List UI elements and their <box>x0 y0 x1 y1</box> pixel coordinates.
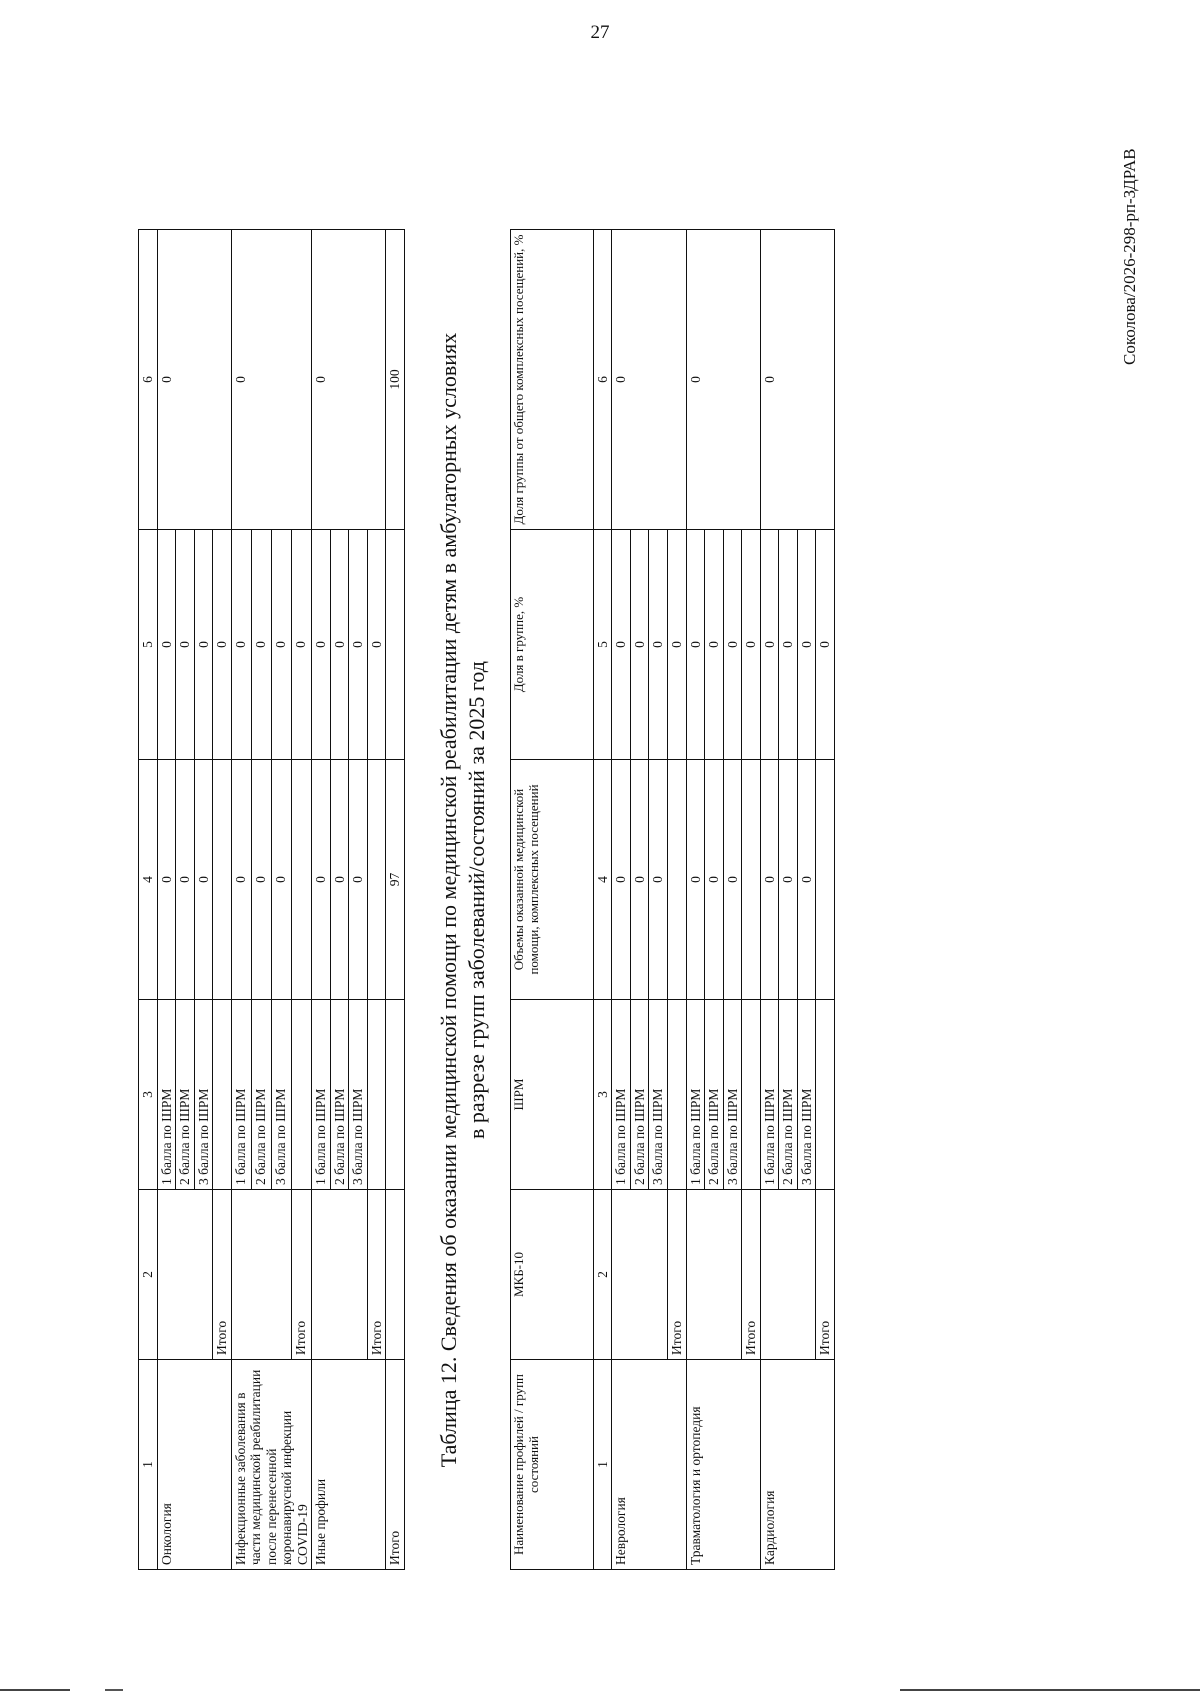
icd-cell <box>312 1190 368 1360</box>
empty-cell <box>292 1000 312 1190</box>
group-share-cell: 0 <box>630 530 649 760</box>
shrm-cell: 3 балла по ШРМ <box>723 1000 742 1190</box>
subtotal-share-cell: 0 <box>667 530 686 760</box>
col-number: 1 <box>593 1360 612 1570</box>
col-number: 1 <box>139 1360 158 1570</box>
group-name-cell: Инфекционные заболевания в части медицинской реабилитации после перенесенной коронавирусной инфекции COVID-19 <box>231 1360 312 1570</box>
volume-cell: 0 <box>157 760 176 1000</box>
shrm-cell: 1 балла по ШРМ <box>157 1000 176 1190</box>
col-number: 6 <box>139 230 158 530</box>
table-header-row <box>593 230 612 1570</box>
group-share-cell: 0 <box>723 530 742 760</box>
grand-total-share: 100 <box>386 230 405 530</box>
volume-cell: 0 <box>705 760 724 1000</box>
subtotal-share-cell: 0 <box>292 530 312 760</box>
group-share-cell: 0 <box>312 530 331 760</box>
volume-cell: 0 <box>330 760 349 1000</box>
group-share-cell: 0 <box>686 530 705 760</box>
group-share-cell: 0 <box>797 530 816 760</box>
empty-cell <box>386 1190 405 1360</box>
table-row <box>612 230 631 1570</box>
empty-cell <box>213 1000 232 1190</box>
empty-cell <box>816 1000 835 1190</box>
group-share-cell: 0 <box>705 530 724 760</box>
scan-speck <box>0 1689 70 1691</box>
icd-cell <box>157 1190 213 1360</box>
volume-cell: 0 <box>231 760 251 1000</box>
total-share-cell: 0 <box>231 230 312 530</box>
table-title-row <box>510 230 593 1570</box>
heading-line: Таблица 12. Сведения об оказании медицинской помощи по медицинской реабилитации детям в амбулаторных условиях <box>435 332 461 1468</box>
table-row <box>157 230 176 1570</box>
empty-cell <box>816 760 835 1000</box>
volume-cell: 0 <box>686 760 705 1000</box>
volume-cell: 0 <box>779 760 798 1000</box>
shrm-cell: 1 балла по ШРМ <box>612 1000 631 1190</box>
subtotal-label: Итого <box>667 1190 686 1360</box>
total-share-cell: 0 <box>612 230 686 530</box>
col-number: 3 <box>139 1000 158 1190</box>
table-12-heading <box>435 230 492 1570</box>
col-number: 2 <box>593 1190 612 1360</box>
group-share-cell: 0 <box>612 530 631 760</box>
group-name-cell: Неврология <box>612 1360 686 1570</box>
volume-cell: 0 <box>630 760 649 1000</box>
shrm-cell: 3 балла по ШРМ <box>271 1000 291 1190</box>
volume-cell: 0 <box>723 760 742 1000</box>
page-number: 27 <box>590 22 610 43</box>
grand-total-label: Итого <box>386 1360 405 1570</box>
group-share-cell: 0 <box>176 530 195 760</box>
subtotal-share-cell: 0 <box>367 530 386 760</box>
scan-speck <box>105 1689 123 1691</box>
rotated-page-content <box>138 230 1138 1570</box>
total-share-cell: 0 <box>157 230 231 530</box>
volume-cell: 0 <box>176 760 195 1000</box>
shrm-cell: 1 балла по ШРМ <box>231 1000 251 1190</box>
table-row <box>760 230 779 1570</box>
table-row <box>312 230 331 1570</box>
icd-cell <box>231 1190 291 1360</box>
group-share-cell: 0 <box>251 530 271 760</box>
table-12 <box>510 229 835 1570</box>
group-share-cell: 0 <box>349 530 368 760</box>
col-number: 2 <box>139 1190 158 1360</box>
grand-total-volume: 97 <box>386 760 405 1000</box>
group-name-cell: Кардиология <box>760 1360 834 1570</box>
subtotal-label: Итого <box>367 1190 386 1360</box>
column-title: Доля группы от общего комплексных посещений, % <box>510 230 593 530</box>
col-number: 5 <box>139 530 158 760</box>
table-row-grand-total <box>386 230 405 1570</box>
icd-cell <box>612 1190 668 1360</box>
col-number: 4 <box>139 760 158 1000</box>
document-reference: Соколова/2026-298-рп-ЗДРАВ <box>1120 148 1139 365</box>
empty-cell <box>213 760 232 1000</box>
shrm-cell: 3 балла по ШРМ <box>649 1000 668 1190</box>
subtotal-label: Итого <box>742 1190 761 1360</box>
group-share-cell: 0 <box>271 530 291 760</box>
scan-artifact <box>0 1688 1200 1692</box>
icd-cell <box>686 1190 742 1360</box>
empty-cell <box>367 760 386 1000</box>
shrm-cell: 1 балла по ШРМ <box>686 1000 705 1190</box>
subtotal-share-cell: 0 <box>742 530 761 760</box>
volume-cell: 0 <box>760 760 779 1000</box>
group-share-cell: 0 <box>330 530 349 760</box>
group-share-cell: 0 <box>157 530 176 760</box>
empty-cell <box>292 760 312 1000</box>
icd-cell <box>760 1190 816 1360</box>
empty-cell <box>742 1000 761 1190</box>
group-share-cell: 0 <box>760 530 779 760</box>
shrm-cell: 2 балла по ШРМ <box>330 1000 349 1190</box>
subtotal-label: Итого <box>213 1190 232 1360</box>
empty-cell <box>742 760 761 1000</box>
group-share-cell: 0 <box>649 530 668 760</box>
group-share-cell: 0 <box>194 530 213 760</box>
volume-cell: 0 <box>251 760 271 1000</box>
subtotal-share-cell: 0 <box>816 530 835 760</box>
shrm-cell: 2 балла по ШРМ <box>251 1000 271 1190</box>
volume-cell: 0 <box>349 760 368 1000</box>
column-title: ШРМ <box>510 1000 593 1190</box>
shrm-cell: 1 балла по ШРМ <box>312 1000 331 1190</box>
empty-cell <box>367 1000 386 1190</box>
col-number: 5 <box>593 530 612 760</box>
table-row <box>686 230 705 1570</box>
column-title: Доля в группе, % <box>510 530 593 760</box>
table-header-row <box>139 230 158 1570</box>
shrm-cell: 1 балла по ШРМ <box>760 1000 779 1190</box>
group-name-cell: Онкология <box>157 1360 231 1570</box>
group-name-cell: Травматология и ортопедия <box>686 1360 760 1570</box>
volume-cell: 0 <box>797 760 816 1000</box>
column-title: МКБ-10 <box>510 1190 593 1360</box>
col-number: 6 <box>593 230 612 530</box>
col-number: 3 <box>593 1000 612 1190</box>
volume-cell: 0 <box>649 760 668 1000</box>
column-title: Наименование профилей / групп состояний <box>510 1360 593 1570</box>
col-number: 4 <box>593 760 612 1000</box>
table-11-continuation <box>138 229 405 1570</box>
empty-cell <box>386 1000 405 1190</box>
empty-cell <box>667 1000 686 1190</box>
group-name-cell: Иные профили <box>312 1360 386 1570</box>
volume-cell: 0 <box>312 760 331 1000</box>
shrm-cell: 3 балла по ШРМ <box>194 1000 213 1190</box>
heading-line: в разрезе групп заболеваний/состояний за 2025 год <box>464 661 490 1139</box>
scan-speck <box>900 1689 1200 1691</box>
group-share-cell: 0 <box>779 530 798 760</box>
group-share-cell: 0 <box>231 530 251 760</box>
empty-cell <box>667 760 686 1000</box>
shrm-cell: 3 балла по ШРМ <box>797 1000 816 1190</box>
total-share-cell: 0 <box>312 230 386 530</box>
total-share-cell: 0 <box>686 230 760 530</box>
volume-cell: 0 <box>612 760 631 1000</box>
shrm-cell: 2 балла по ШРМ <box>705 1000 724 1190</box>
subtotal-share-cell: 0 <box>213 530 232 760</box>
subtotal-label: Итого <box>816 1190 835 1360</box>
shrm-cell: 2 балла по ШРМ <box>779 1000 798 1190</box>
empty-cell <box>386 530 405 760</box>
subtotal-label: Итого <box>292 1190 312 1360</box>
shrm-cell: 2 балла по ШРМ <box>176 1000 195 1190</box>
volume-cell: 0 <box>271 760 291 1000</box>
volume-cell: 0 <box>194 760 213 1000</box>
table-row <box>231 230 251 1570</box>
shrm-cell: 3 балла по ШРМ <box>349 1000 368 1190</box>
column-title: Объемы оказанной медицинской помощи, комплексных посещений <box>510 760 593 1000</box>
total-share-cell: 0 <box>760 230 834 530</box>
shrm-cell: 2 балла по ШРМ <box>630 1000 649 1190</box>
